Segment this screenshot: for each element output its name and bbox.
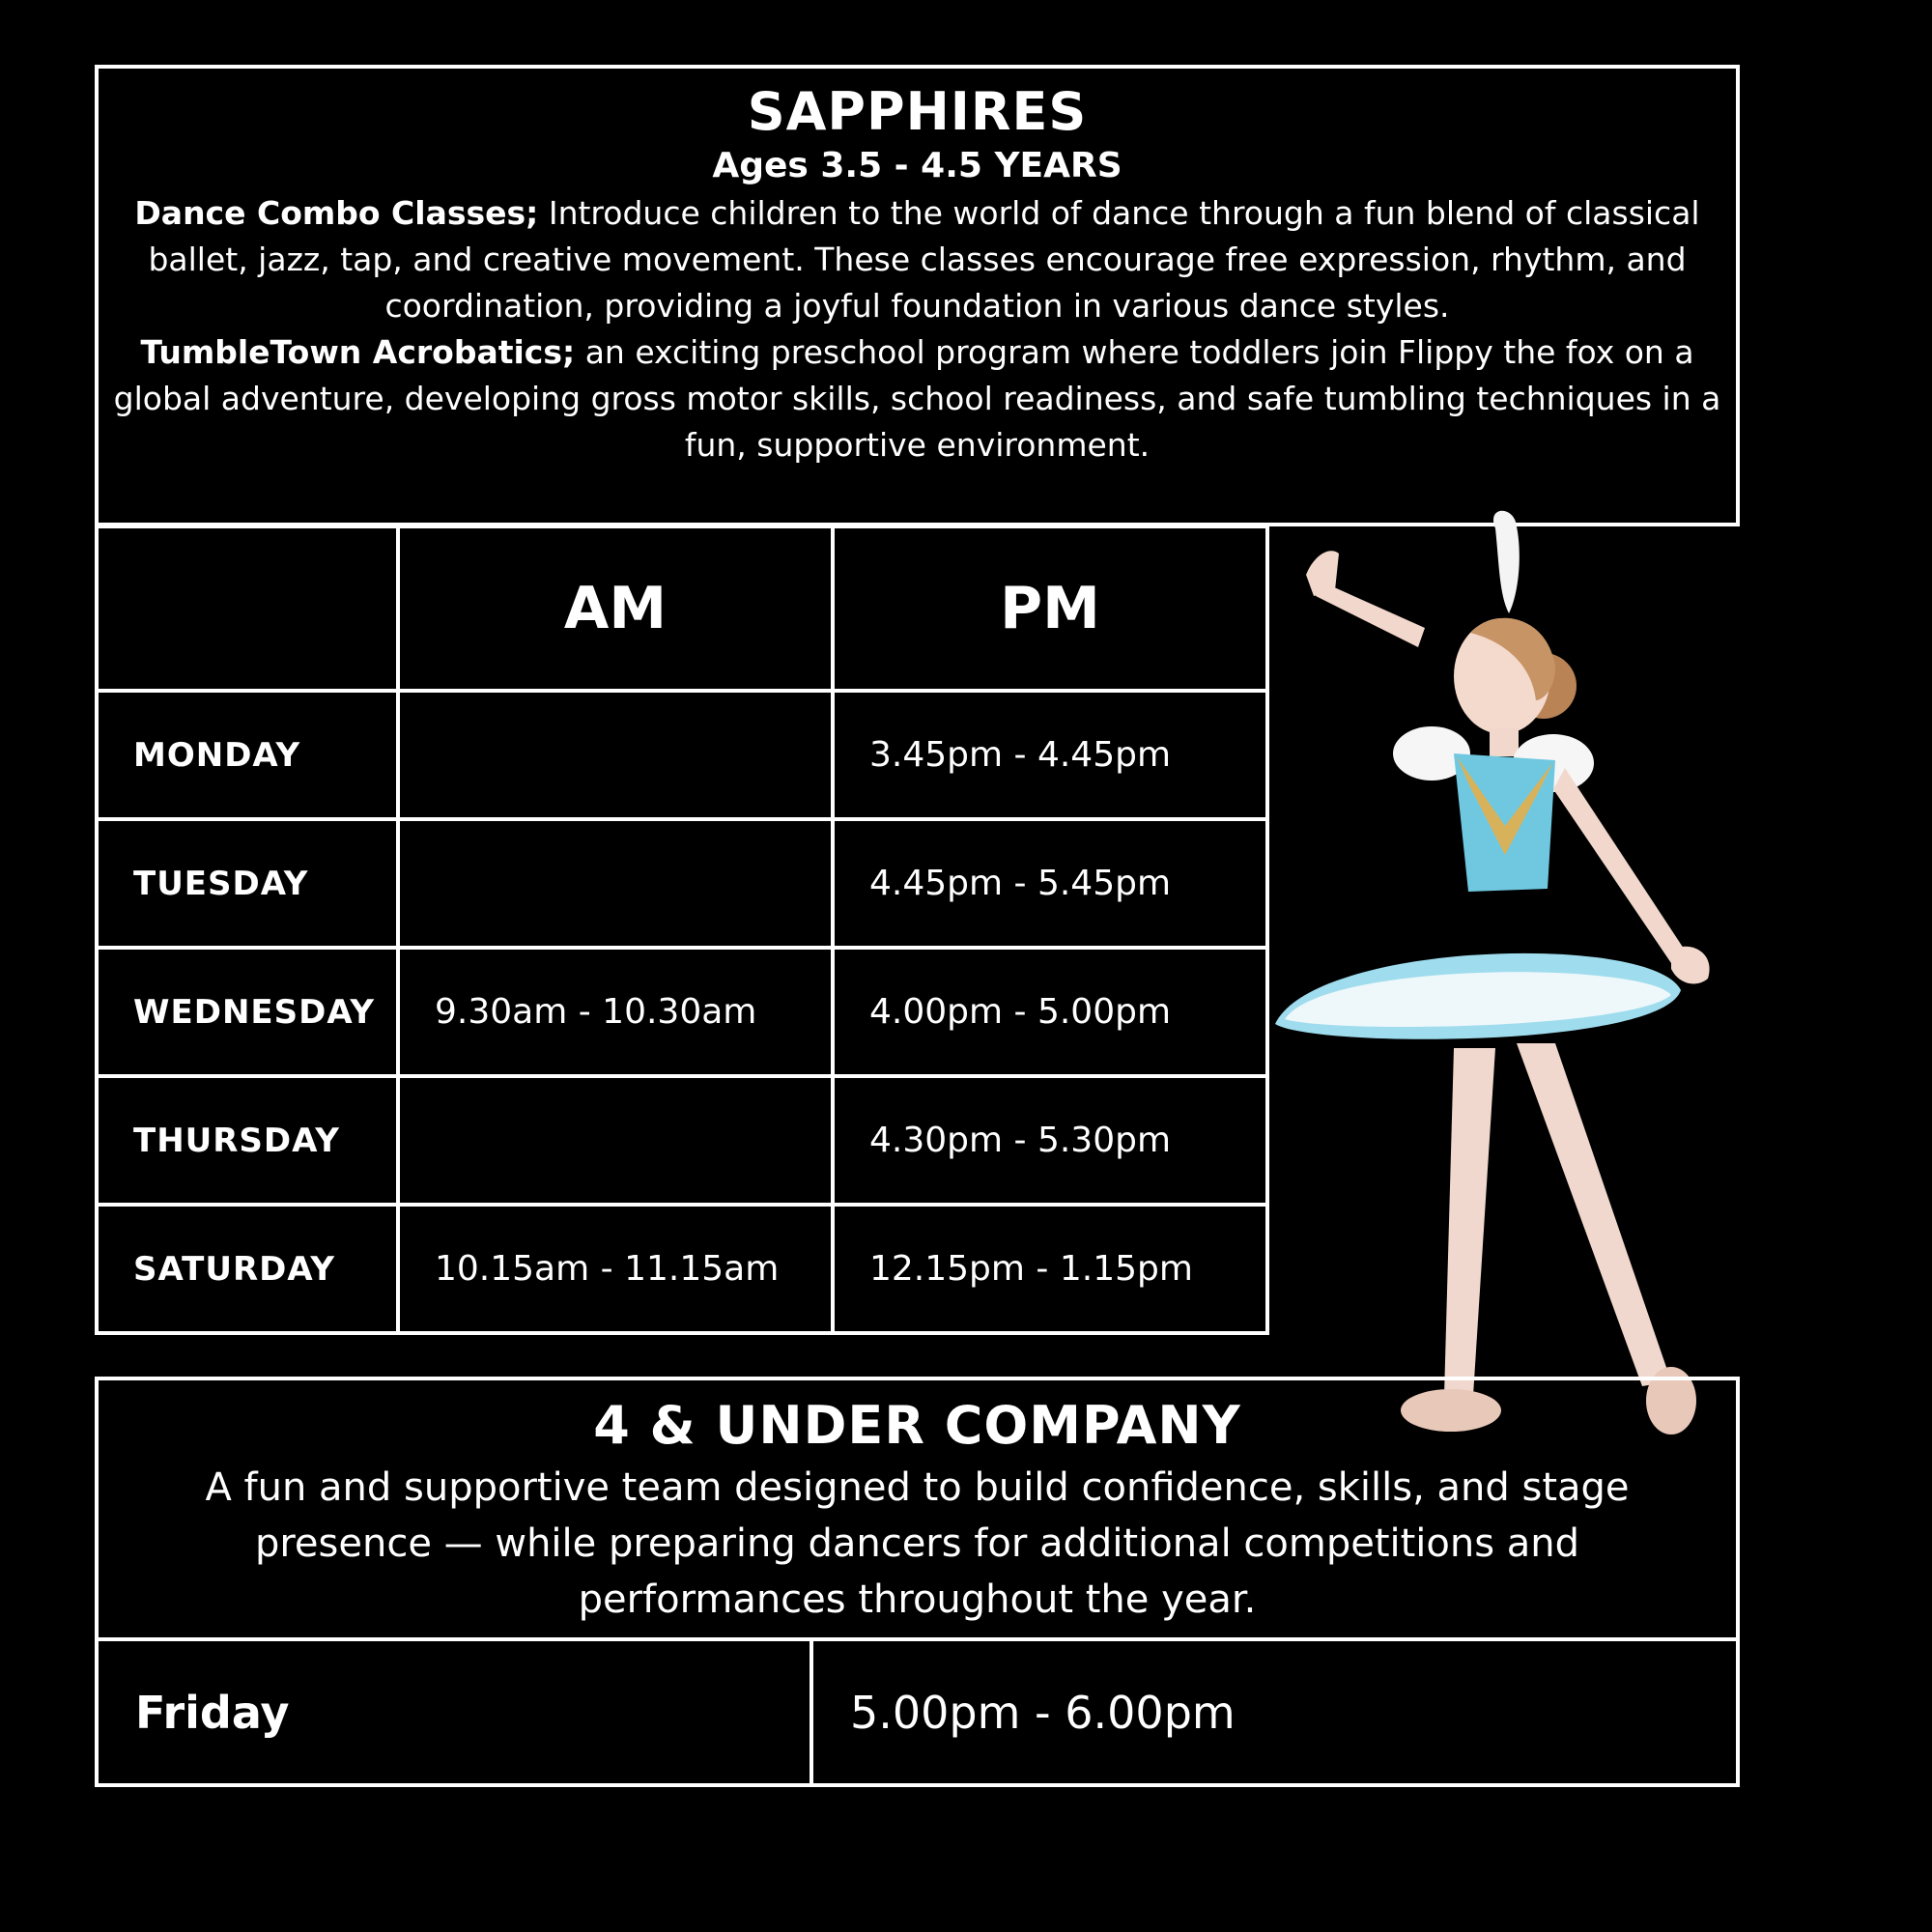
dance-combo-label: Dance Combo Classes;: [134, 194, 539, 232]
table-header-row: [97, 526, 1267, 691]
table-row: [97, 1205, 1267, 1333]
age-range: Ages 3.5 - 4.5 YEARS: [712, 146, 1122, 185]
pm-time-cell: 12.15pm - 1.15pm: [833, 1205, 1267, 1333]
company-day-cell: Friday: [99, 1641, 813, 1783]
am-time-cell: [398, 691, 833, 819]
day-cell: SATURDAY: [97, 1205, 398, 1333]
class-info-box: [95, 65, 1740, 526]
header-cell-am: AM: [398, 526, 833, 691]
company-schedule-row: [95, 1637, 1740, 1787]
dance-combo-description: [99, 190, 1736, 329]
header-cell-empty: [97, 526, 398, 691]
day-cell: WEDNESDAY: [97, 948, 398, 1076]
table-row: [97, 819, 1267, 948]
tumbletown-label: TumbleTown Acrobatics;: [140, 333, 576, 371]
tumbletown-description: [99, 329, 1736, 469]
day-cell: TUESDAY: [97, 819, 398, 948]
company-description: A fun and supportive team designed to build confidence, skills, and stage presence — while preparing dancers for additional competitions and performances throughout the year.: [205, 1465, 1630, 1622]
page-title: SAPPHIRES: [747, 81, 1088, 142]
am-time-cell: 10.15am - 11.15am: [398, 1205, 833, 1333]
am-time-cell: 9.30am - 10.30am: [398, 948, 833, 1076]
company-info-box: [95, 1377, 1740, 1641]
am-time-cell: [398, 819, 833, 948]
dance-combo-text: Introduce children to the world of dance through a fun blend of classical ballet, jazz, tap, and creative movement. These classes encourage free expression, rhythm, and coordination, providing a joyful foundation in various dance styles.: [148, 194, 1700, 325]
ballerina-in-blue-tutu-icon: [1246, 507, 1768, 1459]
company-title: 4 & UNDER COMPANY: [593, 1395, 1241, 1456]
table-row: [97, 691, 1267, 819]
day-cell: MONDAY: [97, 691, 398, 819]
pm-time-cell: 4.00pm - 5.00pm: [833, 948, 1267, 1076]
pm-time-cell: 4.45pm - 5.45pm: [833, 819, 1267, 948]
company-time-cell: 5.00pm - 6.00pm: [850, 1686, 1236, 1739]
day-cell: THURSDAY: [97, 1076, 398, 1205]
tumbletown-text: an exciting preschool program where toddlers join Flippy the fox on a global adventure, developing gross motor skills, school readiness, and safe tumbling techniques in a fun, supportive environment.: [113, 333, 1721, 464]
table-row: [97, 1076, 1267, 1205]
am-time-cell: [398, 1076, 833, 1205]
table-row: [97, 948, 1267, 1076]
pm-time-cell: 3.45pm - 4.45pm: [833, 691, 1267, 819]
header-cell-pm: PM: [833, 526, 1267, 691]
schedule-table: [95, 525, 1269, 1335]
pm-time-cell: 4.30pm - 5.30pm: [833, 1076, 1267, 1205]
